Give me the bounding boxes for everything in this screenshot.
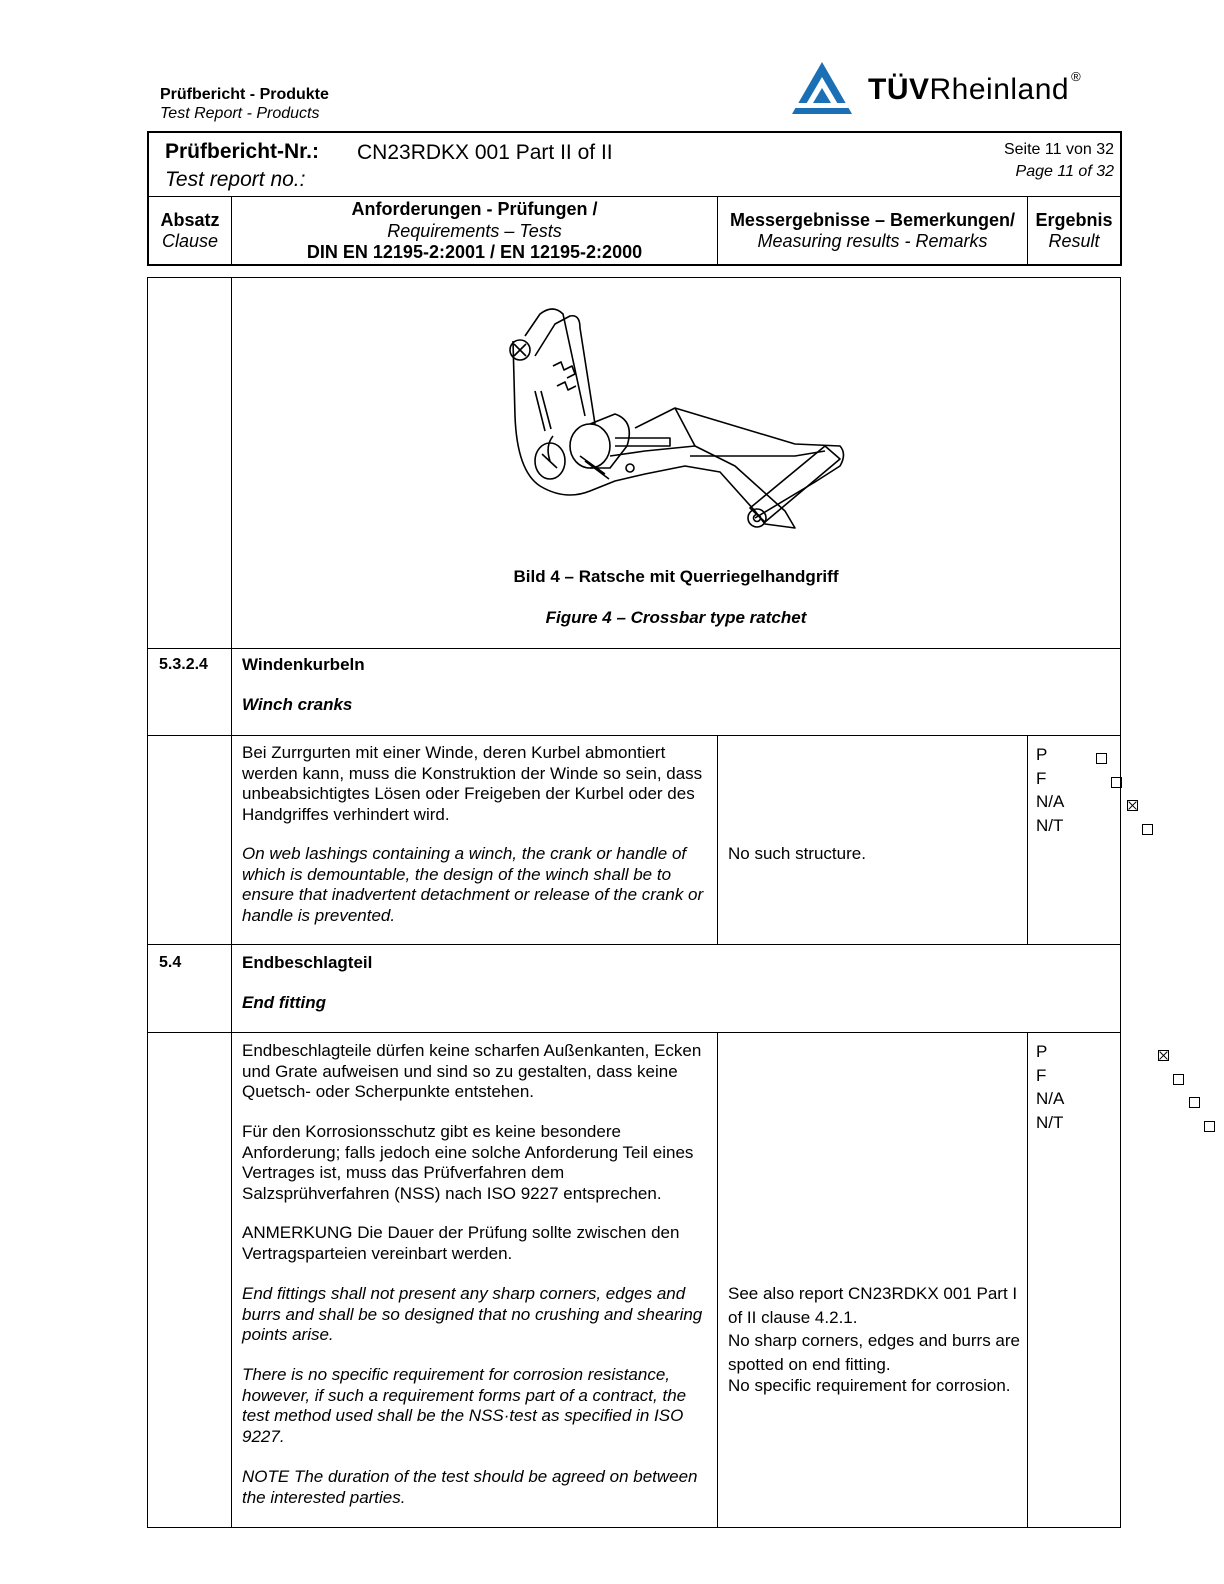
- result-checkbox-nt[interactable]: [1142, 824, 1153, 835]
- result-label-p: P: [1036, 1042, 1048, 1061]
- clause-number: 5.4: [159, 954, 182, 971]
- figure-caption-en: Figure 4 – Crossbar type ratchet: [545, 608, 807, 627]
- col-req-de: Anforderungen - Prüfungen /: [351, 199, 598, 219]
- remark-text: No such structure.: [728, 844, 866, 863]
- section-title-en: End fitting: [242, 993, 327, 1012]
- result-label-nt: N/T: [1036, 1112, 1064, 1132]
- col-meas-en: Measuring results - Remarks: [757, 231, 988, 251]
- result-label-p: P: [1036, 745, 1048, 764]
- requirement-text-en: On web lashings containing a winch, the crank or handle of which is demountable, the design of the winch shall be to ensure that inadvertent detachment or release of the crank or handle is prevented.: [242, 844, 704, 925]
- ratchet-figure: [495, 296, 855, 546]
- remark-text-3: No specific requirement for corrosion.: [728, 1376, 1011, 1395]
- requirement-text-de: Bei Zurrgurten mit einer Winde, deren Kurbel abmontiert werden kann, muss die Konstruktion der Winde so sein, dass unbeabsichtigtes Lösen oder Freigeben der Kurbel oder des Handgriffes verhindert wird.: [242, 743, 703, 824]
- result-checkbox-nt[interactable]: [1204, 1121, 1215, 1132]
- section-title-en: Winch cranks: [242, 695, 353, 714]
- result-checkbox-na[interactable]: [1127, 800, 1138, 811]
- remark-text-2: No sharp corners, edges and burrs are spotted on end fitting.: [728, 1331, 1020, 1374]
- requirement-text-en-2: There is no specific requirement for corrosion resistance, however, if such a requirement forms part of a contract, the test method used shall be the NSS·test as specified in ISO 9227.: [242, 1365, 687, 1446]
- remark-text-1: See also report CN23RDKX 001 Part I of II clause 4.2.1.: [728, 1284, 1018, 1327]
- col-clause-en: Clause: [161, 231, 219, 251]
- col-result-en: Result: [1048, 231, 1100, 251]
- section-title-de: Endbeschlagteil: [242, 953, 373, 972]
- result-label-na: N/A: [1036, 792, 1065, 811]
- page-number-en: Page 11 of 32: [1015, 163, 1114, 180]
- requirement-note-de: ANMERKUNG Die Dauer der Prüfung sollte zwischen den Vertragsparteien vereinbart werden.: [242, 1223, 680, 1263]
- tuv-triangle-icon: [790, 60, 854, 116]
- logo-registered-mark: ®: [1071, 69, 1082, 84]
- report-no-value: CN23RDKX 001 Part II of II: [357, 141, 613, 164]
- logo-text-tuv: TÜV: [868, 73, 930, 106]
- result-checkbox-f[interactable]: [1111, 777, 1122, 788]
- result-checkbox-p[interactable]: [1096, 753, 1107, 764]
- report-type-title-de: Prüfbericht - Produkte: [160, 86, 329, 103]
- page-number-de: Seite 11 von 32: [1003, 141, 1114, 158]
- requirement-text-de-2: Für den Korrosionsschutz gibt es keine besondere Anforderung; falls jedoch eine solche Anforderung Teil eines Vertrages ist, muss das Prüfverfahren dem Salzsprühverfahren (NSS) nach ISO 9227 entsprechen.: [242, 1122, 694, 1203]
- figure-caption-de: Bild 4 – Ratsche mit Querriegelhandgriff: [513, 567, 839, 586]
- col-clause-de: Absatz: [160, 210, 220, 230]
- report-no-label-de: Prüfbericht-Nr.:: [165, 140, 320, 163]
- col-req-en: Requirements – Tests: [387, 220, 562, 241]
- result-checkbox-p[interactable]: [1158, 1050, 1169, 1061]
- report-no-label-en: Test report no.:: [165, 168, 306, 191]
- result-label-nt: N/T: [1036, 815, 1064, 835]
- col-result-de: Ergebnis: [1035, 210, 1113, 230]
- col-meas-de: Messergebnisse – Bemerkungen/: [729, 210, 1016, 230]
- requirement-note-en: NOTE The duration of the test should be agreed on between the interested parties.: [242, 1467, 698, 1507]
- result-checkbox-na[interactable]: [1189, 1097, 1200, 1108]
- report-type-title-en: Test Report - Products: [160, 105, 320, 122]
- col-req-standard: DIN EN 12195-2:2001 / EN 12195-2:2000: [306, 242, 643, 262]
- logo-text-rheinland: Rheinland: [929, 73, 1070, 106]
- section-title-de: Windenkurbeln: [242, 655, 365, 674]
- result-checkbox-f[interactable]: [1173, 1074, 1184, 1085]
- clause-number: 5.3.2.4: [159, 656, 208, 673]
- result-label-f: F: [1036, 768, 1047, 788]
- tuv-logo: [790, 60, 1110, 120]
- result-label-na: N/A: [1036, 1089, 1065, 1108]
- requirement-text-de-1: Endbeschlagteile dürfen keine scharfen Außenkanten, Ecken und Grate aufweisen und sind so zu gestalten, dass keine Quetsch- oder Scherpunkte entstehen.: [242, 1041, 702, 1101]
- result-label-f: F: [1036, 1065, 1047, 1085]
- requirement-text-en-1: End fittings shall not present any sharp corners, edges and burrs and shall be so designed that no crushing and shearing points arise.: [242, 1284, 703, 1344]
